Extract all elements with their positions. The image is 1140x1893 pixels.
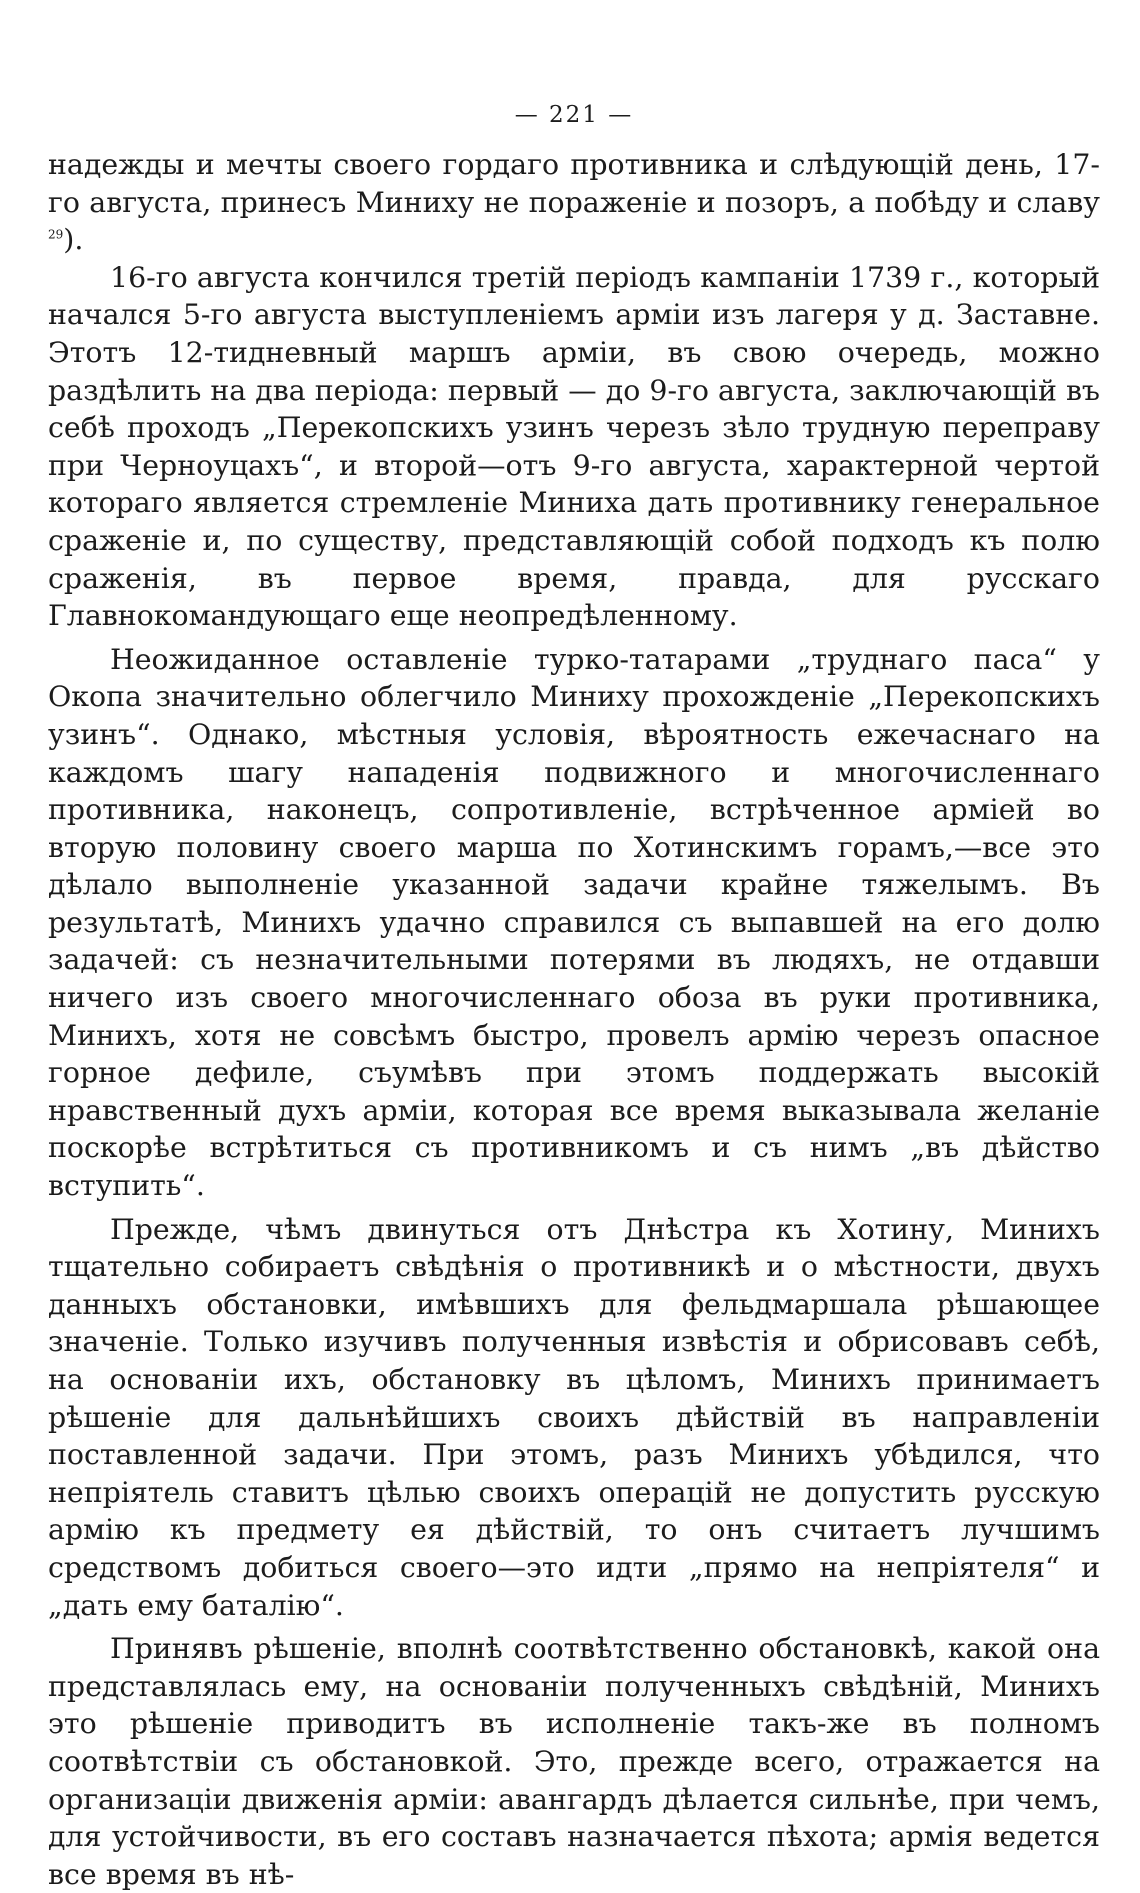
paragraph-1-text: надежды и мечты своего гордаго противника и слѣдующій день, 17-го августа, принесъ Миниху не пораженіе и позоръ, а побѣду и славу xyxy=(48,148,1100,219)
footnote-marker[interactable]: 29 xyxy=(48,227,64,242)
paragraph-1 xyxy=(48,146,1100,259)
paragraph-5: Принявъ рѣшеніе, вполнѣ соотвѣтственно обстановкѣ, какой она представлялась ему, на основаніи полученныхъ свѣдѣній, Минихъ это рѣшеніе приводитъ въ исполненіе такъ-же въ полномъ соотвѣтствіи съ обстановкой. Это, прежде всего, отражается на организаціи движенія арміи: авангардъ дѣлается сильнѣе, при чемъ, для устойчивости, въ его составъ назначается пѣхота; армія ведется все время въ нѣ- xyxy=(48,1632,1100,1891)
paragraph-3: Неожиданное оставленіе турко-татарами „труднаго паса“ у Окопа значительно облегчило Миниху прохожденіе „Перекопскихъ узинъ“. Однако, мѣстныя условія, вѣроятность ежечаснаго на каждомъ шагу нападенія подвижного и многочисленнаго противника, наконецъ, сопротивленіе, встрѣченное арміей во вторую половину своего марша по Хотинскимъ горамъ,—все это дѣлало выполненіе указанной задачи крайне тяжелымъ. Въ результатѣ, Минихъ удачно справился съ выпавшей на его долю задачей: съ незначительными потерями въ людяхъ, не отдавши ничего изъ своего многочисленнаго обоза въ руки противника, Минихъ, хотя не совсѣмъ быстро, провелъ армію черезъ опасное горное дефиле, съумѣвъ при этомъ поддержать высокій нравственный духъ арміи, которая все время выказывала желаніе поскорѣе встрѣтиться съ противникомъ и съ нимъ „въ дѣйство вступить“. xyxy=(48,642,1100,1203)
page-number: — 221 — xyxy=(514,102,634,128)
paragraph-1-tail: ). xyxy=(63,223,84,257)
paragraph-2: 16-го августа кончился третій періодъ кампаніи 1739 г., который начался 5-го августа выступленіемъ арміи изъ лагеря у д. Заставне. Этотъ 12-тидневный маршъ арміи, въ свою очередь, можно раздѣлить на два періода: первый — до 9-го августа, заключающій въ себѣ проходъ „Перекопскихъ узинъ черезъ зѣло трудную переправу при Черноуцахъ“, и второй—отъ 9-го августа, характерной чертой котораго является стремленіе Миниха дать противнику генеральное сраженіе и, по существу, представляющій собой подходъ къ полю сраженія, въ первое время, правда, для русскаго Главнокомандующаго еще неопредѣленному. xyxy=(48,260,1100,633)
page-body xyxy=(48,146,1100,1893)
paragraph-4: Прежде, чѣмъ двинуться отъ Днѣстра къ Хотину, Минихъ тщательно собираетъ свѣдѣнія о противникѣ и о мѣстности, двухъ данныхъ обстановки, имѣвшихъ для фельдмаршала рѣшающее значеніе. Только изучивъ полученныя извѣстія и обрисовавъ себѣ, на основаніи ихъ, обстановку въ цѣломъ, Минихъ принимаетъ рѣшеніе для дальнѣйшихъ своихъ дѣйствій въ направленіи поставленной задачи. При этомъ, разъ Минихъ убѣдился, что непріятель ставитъ цѣлью своихъ операцій не допустить русскую армію къ предмету ея дѣйствій, то онъ считаетъ лучшимъ средствомъ добиться своего—это идти „прямо на непріятеля“ и „дать ему баталію“. xyxy=(48,1212,1100,1622)
